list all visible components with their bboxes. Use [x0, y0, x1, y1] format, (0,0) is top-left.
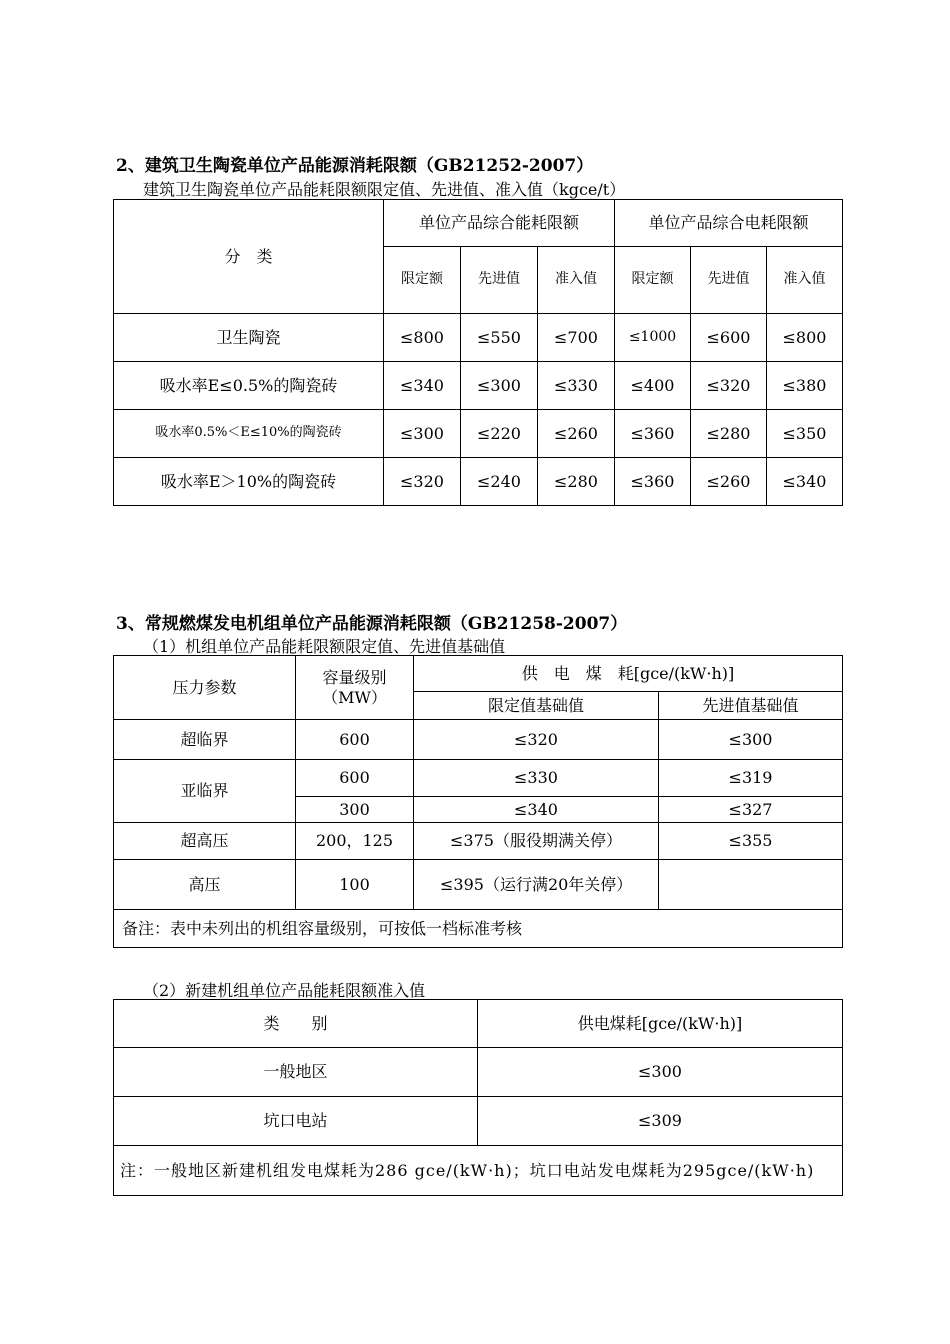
row-name: 吸水率E≤0.5%的陶瓷砖 [114, 362, 384, 410]
coal-consumption-header: 供电煤耗[gce/(kW·h)] [478, 1000, 843, 1048]
cell-value: ≤355 [659, 823, 843, 860]
cell-value: ≤330 [538, 362, 615, 410]
cell-value: ≤400 [615, 362, 691, 410]
cell-value: ≤700 [538, 314, 615, 362]
cell-value: ≤319 [659, 760, 843, 797]
cell-value: ≤600 [691, 314, 767, 362]
cell-value: ≤327 [659, 797, 843, 823]
table-row [114, 314, 843, 362]
cell-value: ≤350 [767, 410, 843, 458]
cell-value: 100 [296, 860, 414, 910]
category-header: 分 类 [114, 200, 384, 314]
cell-value: ≤800 [767, 314, 843, 362]
cell-value: ≤800 [384, 314, 461, 362]
table-caption: （1）机组单位产品能耗限额限定值、先进值基础值 [143, 637, 506, 656]
coal-power-table [113, 655, 843, 948]
section-heading: 2、建筑卫生陶瓷单位产品能源消耗限额（GB21252-2007） [116, 156, 594, 176]
group-header-comprehensive: 单位产品综合能耗限额 [384, 200, 615, 247]
cell-value [659, 860, 843, 910]
cell-value: ≤380 [767, 362, 843, 410]
col-header: 先进值 [691, 247, 767, 314]
cell-value: ≤220 [461, 410, 538, 458]
table-row [114, 860, 843, 910]
cell-value: ≤300 [478, 1048, 843, 1097]
limit-base-header: 限定值基础值 [414, 692, 659, 720]
table-row [114, 458, 843, 506]
row-name: 超临界 [114, 720, 296, 760]
table-row [114, 362, 843, 410]
cell-value: ≤340 [414, 797, 659, 823]
row-name: 坑口电站 [114, 1097, 478, 1146]
cell-value: ≤360 [615, 458, 691, 506]
cell-value: ≤300 [461, 362, 538, 410]
capacity-header [296, 656, 414, 720]
cell-value: 200，125 [296, 823, 414, 860]
section-heading: 3、常规燃煤发电机组单位产品能源消耗限额（GB21258-2007） [116, 614, 628, 634]
cell-value: ≤280 [691, 410, 767, 458]
group-header-electric: 单位产品综合电耗限额 [615, 200, 843, 247]
cell-value: 300 [296, 797, 414, 823]
capacity-header-line1: 容量级别 [322, 667, 387, 687]
row-name: 超高压 [114, 823, 296, 860]
table-row [114, 410, 843, 458]
capacity-header-line2: （MW） [322, 687, 387, 707]
cell-value: ≤320 [414, 720, 659, 760]
cell-value: ≤375（服役期满关停） [414, 823, 659, 860]
cell-value: 600 [296, 720, 414, 760]
cell-value: ≤360 [615, 410, 691, 458]
cell-value: ≤280 [538, 458, 615, 506]
cell-value: ≤320 [691, 362, 767, 410]
pressure-header: 压力参数 [114, 656, 296, 720]
row-name: 吸水率E＞10%的陶瓷砖 [114, 458, 384, 506]
cell-value: ≤330 [414, 760, 659, 797]
col-header: 先进值 [461, 247, 538, 314]
table-note: 注：一般地区新建机组发电煤耗为286 gce/(kW·h)；坑口电站发电煤耗为295gce/(kW·h) [114, 1146, 843, 1196]
cell-value: ≤260 [691, 458, 767, 506]
col-header: 限定额 [615, 247, 691, 314]
cell-value: ≤300 [384, 410, 461, 458]
row-name: 一般地区 [114, 1048, 478, 1097]
cell-value: ≤309 [478, 1097, 843, 1146]
table-caption: 建筑卫生陶瓷单位产品能耗限额限定值、先进值、准入值（kgce/t） [143, 180, 626, 199]
cell-value: ≤550 [461, 314, 538, 362]
row-name: 高压 [114, 860, 296, 910]
cell-value: ≤395（运行满20年关停） [414, 860, 659, 910]
cell-value: ≤340 [767, 458, 843, 506]
cell-value: ≤1000 [615, 314, 691, 362]
table-row [114, 1097, 843, 1146]
cell-value: 600 [296, 760, 414, 797]
row-name: 卫生陶瓷 [114, 314, 384, 362]
table-row [114, 823, 843, 860]
cell-value: ≤340 [384, 362, 461, 410]
table-row [114, 760, 843, 797]
ceramics-energy-table [113, 199, 843, 506]
row-name: 吸水率0.5%＜E≤10%的陶瓷砖 [114, 410, 384, 458]
table-row [114, 720, 843, 760]
cell-value: ≤300 [659, 720, 843, 760]
row-name: 亚临界 [114, 760, 296, 823]
col-header: 限定额 [384, 247, 461, 314]
coal-consumption-header: 供 电 煤 耗[gce/(kW·h)] [414, 656, 843, 692]
cell-value: ≤320 [384, 458, 461, 506]
table-caption: （2）新建机组单位产品能耗限额准入值 [143, 981, 426, 1000]
table-note: 备注：表中未列出的机组容量级别，可按低一档标准考核 [114, 910, 843, 948]
advanced-base-header: 先进值基础值 [659, 692, 843, 720]
col-header: 准入值 [767, 247, 843, 314]
table-row [114, 1048, 843, 1097]
cell-value: ≤260 [538, 410, 615, 458]
new-unit-table [113, 999, 843, 1196]
col-header: 准入值 [538, 247, 615, 314]
category-header: 类 别 [114, 1000, 478, 1048]
cell-value: ≤240 [461, 458, 538, 506]
